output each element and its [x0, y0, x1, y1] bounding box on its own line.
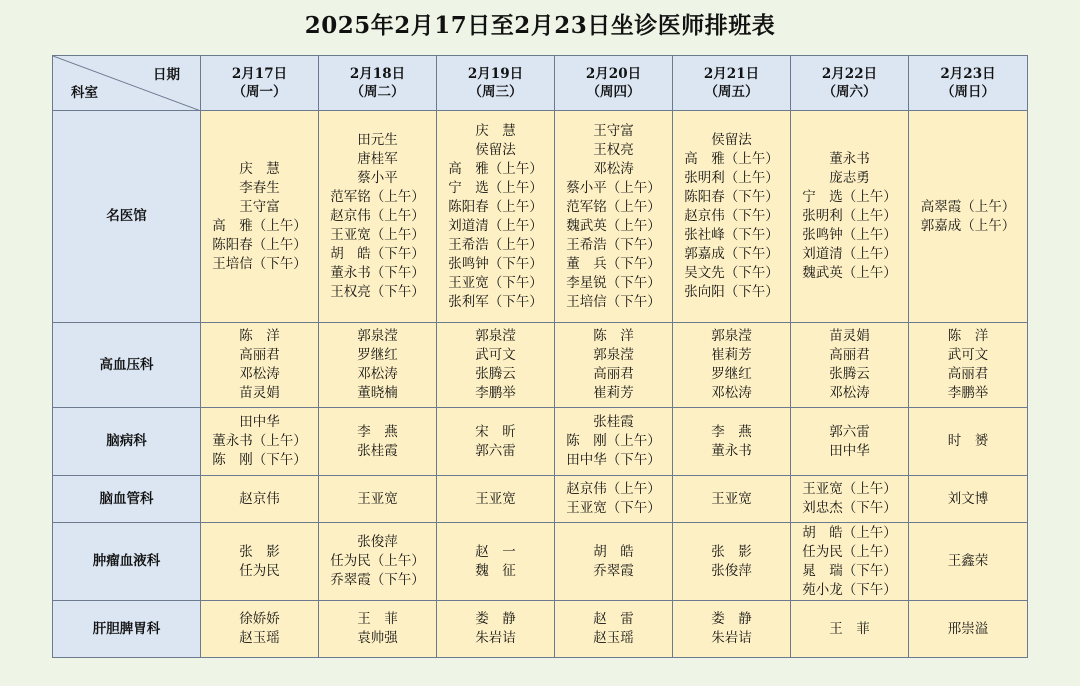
doctor-entry: 刘文博: [947, 490, 989, 507]
schedule-cell: [555, 323, 673, 408]
schedule-cell: [555, 408, 673, 476]
schedule-cell: [673, 476, 791, 523]
dept-row: [53, 523, 1028, 601]
doctor-entry: 董永书: [711, 442, 752, 459]
doctor-entry: 李 燕: [357, 423, 398, 440]
page-title: 2025年2月17日至2月23日坐诊医师排班表: [304, 12, 776, 39]
doctor-entry: 张腾云: [475, 366, 516, 382]
doctor-entry: 时 赟: [947, 433, 989, 449]
doctor-entry: 王亚宽: [711, 490, 752, 507]
dept-row: [53, 111, 1028, 323]
doctor-entry: 张 影: [711, 543, 752, 560]
doctor-entry: 娄 静: [475, 611, 516, 627]
doctor-entry: 王亚宽: [357, 490, 398, 507]
doctor-entry: 王亚宽（下午）: [566, 500, 661, 516]
doctor-entry: 陈 洋: [947, 328, 989, 344]
doctor-entry: 陈阳春（上午）: [448, 198, 543, 215]
doctor-entry: 罗继红: [711, 366, 752, 382]
day-weekday: （周二）: [350, 84, 405, 100]
dept-cell: [53, 476, 201, 523]
doctor-entry: 娄 静: [711, 611, 752, 627]
doctor-entry: 王亚宽（下午）: [448, 274, 543, 291]
doctor-entry: 高丽君: [947, 366, 989, 382]
schedule-cell: [673, 408, 791, 476]
schedule-cell: [319, 408, 437, 476]
doctor-entry: 张俊萍: [711, 562, 752, 579]
doctor-entry: 宁 选（上午）: [802, 189, 897, 205]
doctor-entry: 崔莉芳: [711, 347, 752, 363]
doctor-entry: 苗灵娟: [829, 328, 870, 344]
doctor-entry: 朱岩诘: [711, 630, 752, 646]
doctor-entry: 郭泉滢: [475, 328, 516, 344]
doctor-entry: 张向阳（下午）: [684, 284, 779, 300]
doctor-entry: 张利军（下午）: [448, 293, 543, 310]
doctor-entry: 赵京伟（上午）: [330, 208, 425, 224]
doctor-entry: 张鸣钟（下午）: [448, 255, 543, 272]
schedule-cell: [201, 408, 319, 476]
doctor-entry: 宋 昕: [475, 423, 516, 440]
day-header: [791, 56, 909, 111]
doctor-entry: 乔翠霞: [593, 562, 634, 579]
schedule-cell: [909, 323, 1028, 408]
doctor-entry: 高翠霞（上午）: [920, 198, 1016, 215]
doctor-entry: 王希浩（上午）: [448, 236, 543, 253]
doctor-entry: 赵玉瑶: [239, 630, 280, 646]
doctor-entry: 陈 刚（下午）: [212, 452, 307, 468]
doctor-entry: 邓松涛: [357, 366, 398, 382]
doctor-entry: 赵 一: [475, 543, 516, 560]
doctor-entry: 陈阳春（下午）: [684, 189, 779, 205]
doctor-entry: 陈阳春（上午）: [212, 236, 307, 253]
doctor-entry: 侯留法: [475, 141, 516, 158]
day-date: 2月22日: [821, 66, 878, 82]
doctor-entry: 张社峰（下午）: [684, 227, 779, 243]
doctor-entry: 赵 雷: [593, 611, 634, 627]
doctor-entry: 李春生: [239, 179, 280, 196]
doctor-entry: 王亚宽（上午）: [802, 481, 897, 497]
doctor-entry: 郭六雷: [475, 442, 516, 459]
doctor-entry: 刘道清（上午）: [802, 246, 897, 262]
doctor-entry: 王权亮（下午）: [330, 284, 425, 300]
day-date: 2月20日: [585, 66, 642, 82]
dept-cell: [53, 523, 201, 601]
dept-cell: [53, 601, 201, 658]
doctor-entry: 张鸣钟（上午）: [802, 227, 897, 243]
schedule-body: [53, 56, 1028, 658]
dept-label: 肝胆脾胃科: [92, 620, 161, 637]
doctor-entry: 赵京伟（下午）: [684, 208, 779, 224]
schedule-cell: [319, 523, 437, 601]
schedule-cell: [437, 476, 555, 523]
schedule-cell: [437, 408, 555, 476]
doctor-entry: 苑小龙（下午）: [802, 581, 897, 598]
doctor-entry: 张明利（上午）: [684, 170, 779, 186]
doctor-entry: 苗灵娟: [239, 385, 280, 401]
doctor-entry: 田中华: [829, 442, 870, 459]
schedule-cell: [791, 601, 909, 658]
doctor-entry: 高 雅（上午）: [684, 151, 779, 167]
doctor-entry: 王培信（下午）: [212, 255, 307, 272]
schedule-cell: [201, 476, 319, 523]
doctor-entry: 庞志勇: [829, 170, 870, 186]
doctor-entry: 罗继红: [357, 347, 398, 363]
doctor-entry: 乔翠霞（下午）: [330, 572, 425, 588]
doctor-entry: 范军铭（上午）: [330, 189, 425, 205]
schedule-cell: [555, 601, 673, 658]
day-date: 2月21日: [703, 66, 760, 82]
doctor-entry: 任为民（上午）: [330, 553, 425, 569]
doctor-entry: 董永书: [829, 151, 870, 167]
doctor-entry: 宁 选（上午）: [448, 179, 543, 196]
schedule-cell: [201, 601, 319, 658]
schedule-cell: [437, 323, 555, 408]
doctor-entry: 崔莉芳: [593, 385, 634, 401]
day-weekday: （周五）: [704, 84, 759, 100]
day-header: [909, 56, 1028, 111]
corner-dept-label: 科室: [71, 85, 98, 101]
dept-row: [53, 408, 1028, 476]
schedule-cell: [437, 111, 555, 323]
schedule-cell: [909, 111, 1028, 323]
schedule-cell: [791, 111, 909, 323]
schedule-cell: [673, 523, 791, 601]
doctor-entry: 董 兵（下午）: [566, 255, 661, 272]
header-row: [53, 56, 1028, 111]
doctor-entry: 徐娇娇: [239, 611, 280, 627]
dept-row: [53, 601, 1028, 658]
doctor-entry: 王守富: [593, 122, 634, 139]
doctor-entry: 赵京伟: [239, 490, 280, 507]
doctor-entry: 邓松涛: [239, 366, 280, 382]
schedule-cell: [319, 323, 437, 408]
schedule-cell: [555, 111, 673, 323]
doctor-entry: 任为民: [239, 562, 280, 579]
doctor-entry: 魏武英（上午）: [802, 265, 897, 281]
doctor-entry: 邓松涛: [711, 385, 752, 401]
day-weekday: （周日）: [941, 84, 995, 100]
dept-label: 名医馆: [106, 208, 147, 224]
doctor-entry: 侯留法: [711, 132, 752, 148]
dept-cell: [53, 323, 201, 408]
doctor-entry: 郭泉滢: [357, 328, 398, 344]
doctor-entry: 张桂霞: [593, 414, 634, 430]
day-weekday: （周三）: [468, 84, 523, 100]
doctor-entry: 刘道清（上午）: [448, 217, 543, 234]
doctor-entry: 唐桂军: [357, 151, 398, 167]
dept-label: 脑血管科: [99, 490, 154, 507]
doctor-entry: 庆 慧: [239, 160, 280, 177]
schedule-cell: [319, 111, 437, 323]
schedule-cell: [201, 323, 319, 408]
doctor-entry: 张腾云: [829, 366, 870, 382]
schedule-cell: [319, 476, 437, 523]
doctor-entry: 王培信（下午）: [566, 293, 661, 310]
doctor-entry: 李鹏举: [475, 385, 516, 401]
doctor-entry: 王守富: [239, 198, 280, 215]
dept-label: 肿瘤血液科: [92, 553, 161, 569]
doctor-entry: 王鑫荣: [947, 553, 989, 569]
doctor-entry: 王 菲: [357, 611, 398, 627]
schedule-cell: [909, 523, 1028, 601]
day-header: [201, 56, 319, 111]
schedule-cell: [791, 323, 909, 408]
doctor-entry: 高丽君: [593, 366, 634, 382]
doctor-entry: 郭六雷: [829, 423, 870, 440]
doctor-entry: 田中华（下午）: [566, 452, 661, 468]
dept-label: 高血压科: [99, 356, 154, 373]
doctor-entry: 陈 洋: [239, 328, 280, 344]
doctor-entry: 胡 皓（上午）: [802, 524, 897, 541]
doctor-entry: 胡 皓（下午）: [330, 246, 425, 262]
doctor-entry: 吴文先（下午）: [684, 265, 779, 281]
doctor-entry: 田元生: [357, 132, 398, 148]
doctor-entry: 董永书（下午）: [330, 265, 425, 281]
corner-cell: [53, 56, 201, 111]
doctor-entry: 邓松涛: [593, 160, 634, 177]
doctor-entry: 董永书（上午）: [212, 433, 307, 449]
schedule-cell: [319, 601, 437, 658]
doctor-entry: 张明利（上午）: [802, 208, 897, 224]
schedule-cell: [437, 523, 555, 601]
dept-label: 脑病科: [106, 433, 147, 449]
doctor-entry: 高 雅（上午）: [448, 160, 543, 177]
schedule-cell: [673, 323, 791, 408]
doctor-entry: 蔡小平: [357, 170, 398, 186]
doctor-entry: 张俊萍: [357, 534, 398, 550]
dept-row: [53, 323, 1028, 408]
doctor-entry: 庆 慧: [475, 122, 516, 139]
doctor-entry: 晁 瑞（下午）: [802, 562, 897, 579]
schedule-cell: [673, 601, 791, 658]
day-date: 2月19日: [467, 66, 524, 82]
doctor-entry: 赵玉瑶: [593, 630, 634, 646]
doctor-entry: 邢崇溢: [947, 620, 989, 637]
doctor-entry: 武可文: [947, 347, 989, 363]
doctor-entry: 魏武英（上午）: [566, 217, 661, 234]
doctor-entry: 陈 洋: [593, 328, 634, 344]
doctor-entry: 李鹏举: [947, 385, 989, 401]
schedule-cell: [201, 111, 319, 323]
schedule-cell: [909, 476, 1028, 523]
day-date: 2月18日: [349, 66, 406, 82]
doctor-entry: 王亚宽: [475, 490, 516, 507]
doctor-entry: 陈 刚（上午）: [566, 433, 661, 449]
schedule-cell: [437, 601, 555, 658]
corner-date-label: 日期: [153, 67, 180, 83]
day-date: 2月17日: [231, 66, 288, 82]
schedule-table: [52, 55, 1028, 658]
day-weekday: （周四）: [586, 84, 641, 100]
doctor-entry: 王亚宽（上午）: [330, 227, 425, 243]
doctor-entry: 魏 征: [475, 562, 516, 579]
doctor-entry: 郭泉滢: [593, 347, 634, 363]
schedule-cell: [909, 408, 1028, 476]
doctor-entry: 邓松涛: [829, 385, 870, 401]
day-header: [555, 56, 673, 111]
schedule-cell: [791, 476, 909, 523]
doctor-entry: 田中华: [239, 414, 280, 430]
schedule-cell: [791, 523, 909, 601]
doctor-entry: 袁帅强: [357, 630, 398, 646]
schedule-cell: [555, 523, 673, 601]
doctor-entry: 胡 皓: [593, 543, 634, 560]
doctor-entry: 郭泉滢: [711, 328, 752, 344]
doctor-entry: 王 菲: [829, 620, 870, 637]
dept-row: [53, 476, 1028, 523]
doctor-entry: 蔡小平（上午）: [566, 179, 661, 196]
day-header: [437, 56, 555, 111]
doctor-entry: 郭嘉成（下午）: [684, 246, 779, 262]
day-header: [673, 56, 791, 111]
doctor-entry: 武可文: [475, 347, 516, 363]
schedule-cell: [909, 601, 1028, 658]
doctor-entry: 朱岩诘: [475, 630, 516, 646]
day-weekday: （周六）: [822, 84, 877, 100]
doctor-entry: 张 影: [239, 543, 280, 560]
schedule-cell: [673, 111, 791, 323]
schedule-cell: [555, 476, 673, 523]
doctor-entry: 高丽君: [239, 347, 280, 363]
doctor-entry: 赵京伟（上午）: [566, 481, 661, 497]
doctor-entry: 范军铭（上午）: [566, 198, 661, 215]
doctor-entry: 王权亮: [593, 141, 634, 158]
doctor-entry: 任为民（上午）: [802, 543, 897, 560]
doctor-entry: 郭嘉成（上午）: [920, 217, 1016, 234]
doctor-entry: 王希浩（下午）: [566, 236, 661, 253]
day-date: 2月23日: [940, 66, 996, 82]
day-header: [319, 56, 437, 111]
dept-cell: [53, 408, 201, 476]
doctor-entry: 高丽君: [829, 347, 870, 363]
schedule-cell: [791, 408, 909, 476]
schedule-cell: [201, 523, 319, 601]
doctor-entry: 高 雅（上午）: [212, 217, 307, 234]
day-weekday: （周一）: [232, 84, 287, 100]
doctor-entry: 李 燕: [711, 423, 752, 440]
doctor-entry: 张桂霞: [357, 442, 398, 459]
doctor-entry: 董晓楠: [357, 385, 398, 401]
doctor-entry: 刘忠杰（下午）: [802, 500, 897, 516]
dept-cell: [53, 111, 201, 323]
doctor-entry: 李星锐（下午）: [566, 274, 661, 291]
